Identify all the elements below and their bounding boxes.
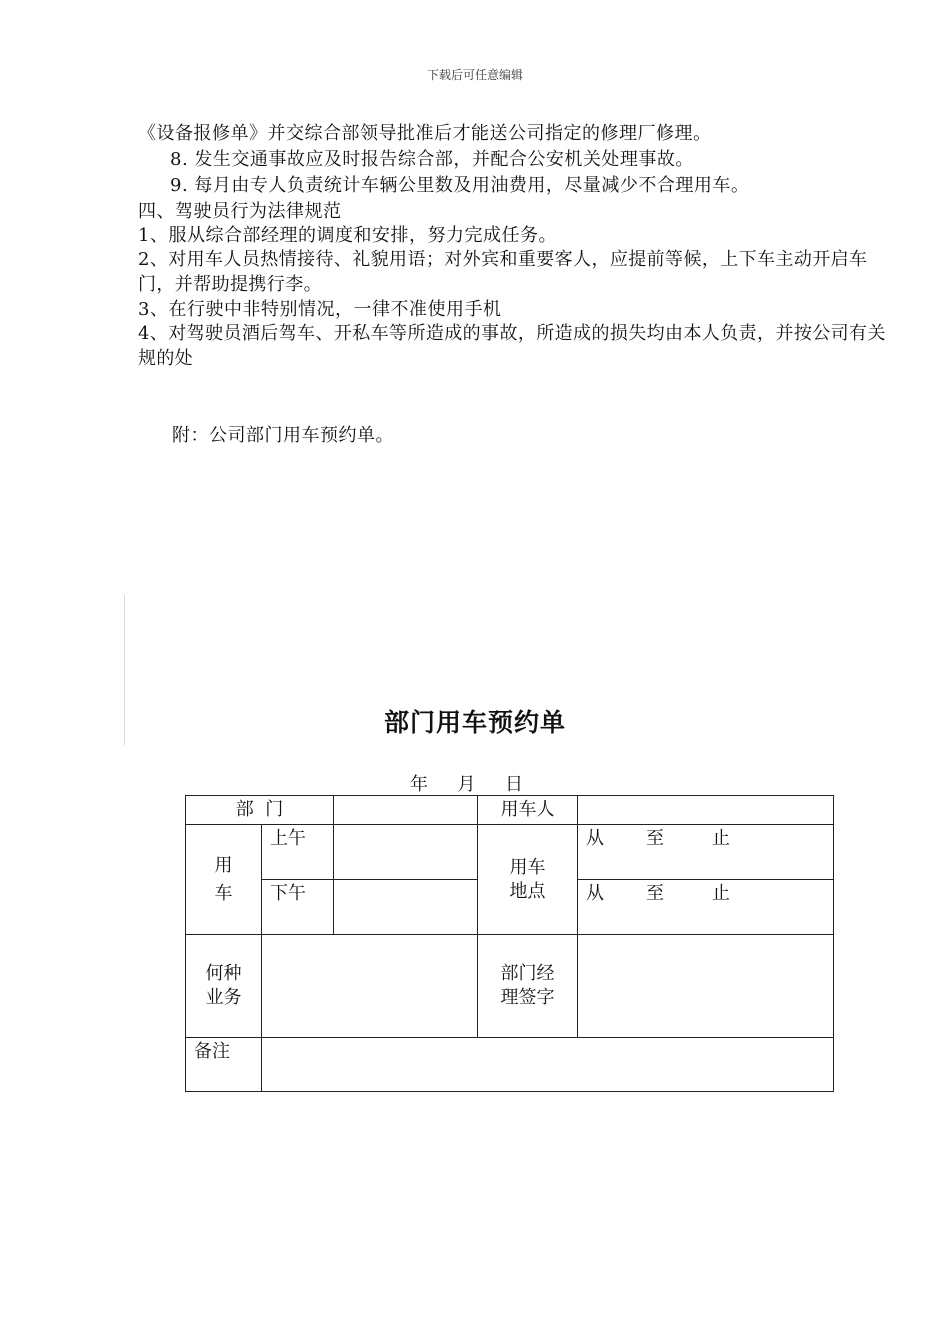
- body-line-2: 8. 发生交通事故应及时报告综合部，并配合公安机关处理事故。: [170, 149, 694, 170]
- remarks-label: 备注: [194, 1041, 230, 1062]
- department-label: 部 门: [235, 799, 284, 820]
- morning-label-cell: [262, 825, 334, 880]
- location-label-2: 地点: [509, 880, 546, 902]
- section-heading: 四、驾驶员行为法律规范: [138, 201, 342, 222]
- morning-from: 从: [586, 828, 605, 849]
- location-label-cell: [478, 825, 578, 935]
- rule-item-2: 2、对用车人员热情接待、礼貌用语；对外宾和重要客人，应提前等候，上下车主动开启车门，并帮助提携行李。: [138, 249, 868, 295]
- body-line-3: 9. 每月由专人负责统计车辆公里数及用油费用，尽量减少不合理用车。: [170, 175, 750, 196]
- afternoon-label-cell: [262, 880, 334, 935]
- user-label: 用车人: [500, 799, 555, 820]
- use-label-cell: [186, 825, 262, 935]
- afternoon-range-field[interactable]: [578, 880, 834, 935]
- manager-label-cell: [478, 935, 578, 1038]
- morning-stop: 止: [712, 828, 731, 849]
- reservation-form: [185, 795, 834, 1092]
- attachment-note: 附：公司部门用车预约单。: [172, 425, 394, 446]
- business-label-cell: [186, 935, 262, 1038]
- business-label-2: 业务: [205, 987, 242, 1008]
- afternoon-to: 至: [646, 883, 665, 904]
- use-label-1: 用: [214, 854, 233, 876]
- afternoon-stop: 止: [712, 883, 731, 904]
- body-line-1: 《设备报修单》并交综合部领导批准后才能送公司指定的修理厂修理。: [138, 123, 712, 144]
- date-month: 月: [457, 774, 476, 795]
- remarks-field[interactable]: [262, 1038, 834, 1092]
- remarks-label-cell: [186, 1038, 262, 1092]
- rule-item-1: 1、服从综合部经理的调度和安排，努力完成任务。: [138, 225, 557, 246]
- rule-item-3: 3、在行驶中非特别情况，一律不准使用手机: [138, 299, 502, 320]
- location-label-1: 用车: [509, 856, 546, 878]
- date-day: 日: [504, 774, 523, 795]
- manager-label-2: 理签字: [500, 987, 555, 1008]
- manager-label-1: 部门经: [500, 963, 555, 984]
- afternoon-field[interactable]: [334, 880, 478, 935]
- use-label-2: 车: [214, 882, 233, 904]
- user-field[interactable]: [578, 796, 834, 825]
- business-field[interactable]: [262, 935, 478, 1038]
- header-note: 下载后可任意编辑: [426, 68, 523, 82]
- afternoon-from: 从: [586, 883, 605, 904]
- department-field[interactable]: [334, 796, 478, 825]
- business-label-1: 何种: [205, 963, 242, 984]
- form-title: 部门用车预约单: [383, 708, 566, 737]
- morning-range-field[interactable]: [578, 825, 834, 880]
- afternoon-range: [578, 880, 833, 908]
- department-label-cell: [186, 796, 334, 825]
- morning-to: 至: [646, 828, 665, 849]
- afternoon-label: 下午: [270, 883, 306, 904]
- date-year: 年: [410, 774, 428, 795]
- morning-field[interactable]: [334, 825, 478, 880]
- manager-signature-field[interactable]: [578, 935, 834, 1038]
- user-label-cell: [478, 796, 578, 825]
- date-line: [410, 770, 523, 796]
- rule-item-4: 4、对驾驶员酒后驾车、开私车等所造成的事故，所造成的损失均由本人负责，并按公司有关规的处: [138, 323, 886, 369]
- morning-label: 上午: [270, 828, 306, 849]
- morning-range: [578, 825, 833, 853]
